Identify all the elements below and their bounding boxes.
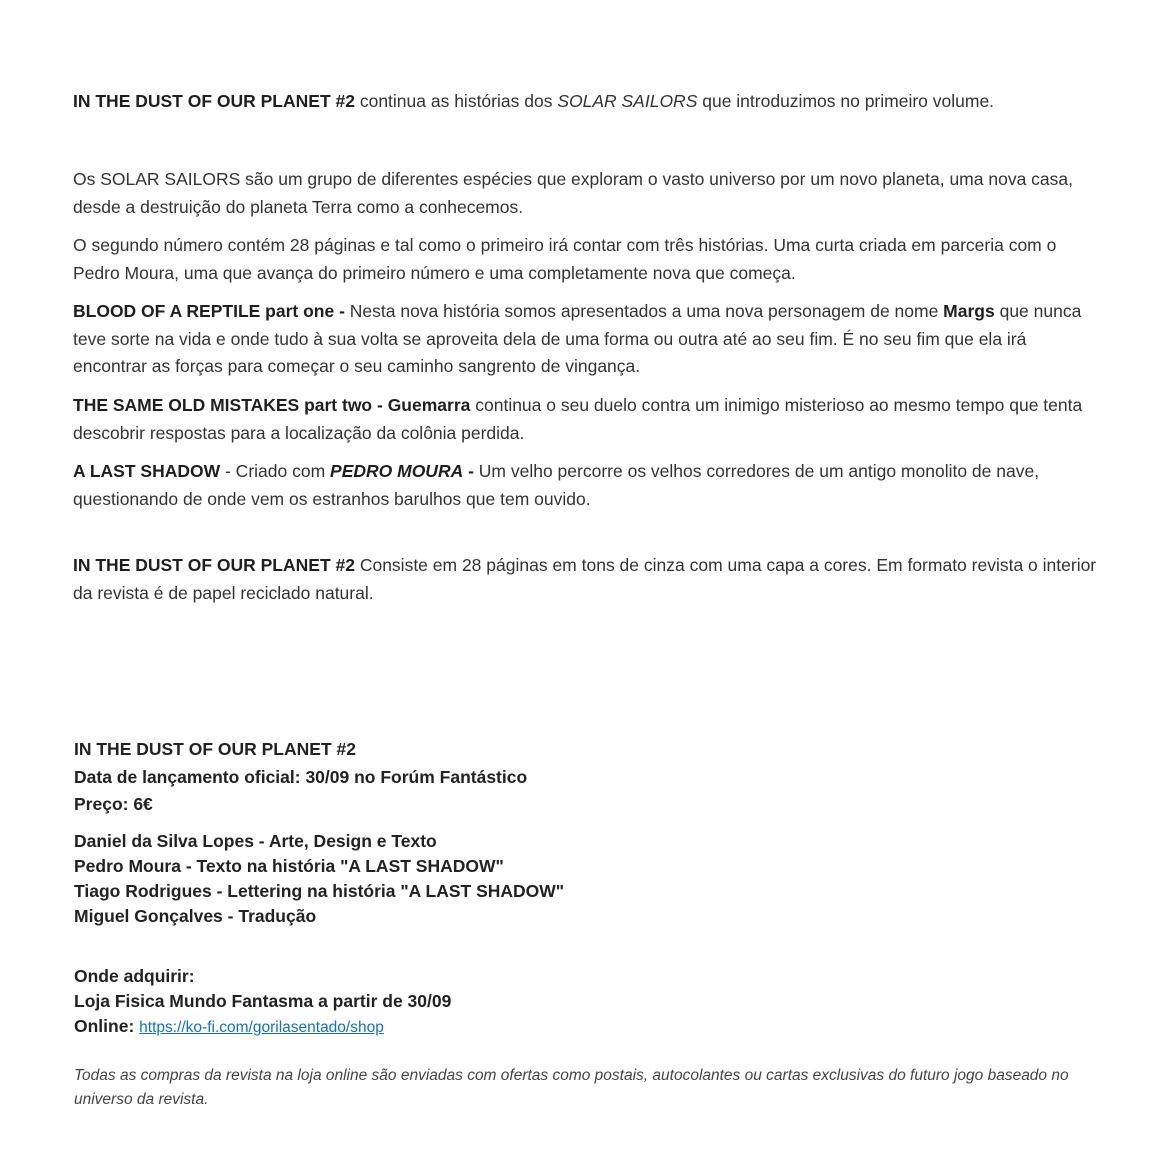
intro-text: continua as histórias dos	[354, 91, 558, 111]
shop-link[interactable]: https://ko-fi.com/gorilasentado/shop	[139, 1019, 384, 1036]
format-text: Consiste em 28 páginas em tons de cinza com uma capa a cores. Em formato revista o interior da revista é de papel reciclado natural.	[73, 555, 1097, 603]
story-shadow-text-end: Um velho percorre os velhos corredores de um antigo monolito de nave, questionando de onde vem os estranhos barulhos que tem ouvido.	[73, 461, 1040, 509]
purchase-heading: Onde adquirir:	[74, 966, 195, 986]
story-shadow-separator: -	[463, 461, 474, 481]
story-blood-text: Nesta nova história somos apresentados a uma nova personagem de nome	[344, 301, 944, 321]
footnote: Todas as compras da revista na loja online são enviadas com ofertas como postais, autocolantes ou cartas exclusivas do futuro jogo baseado no universo da revista.	[74, 1067, 1069, 1108]
story-shadow-title: A LAST SHADOW	[73, 461, 221, 481]
purchase-info	[74, 964, 1094, 1039]
crew-name: SOLAR SAILORS	[557, 91, 698, 111]
character-margs: Margs	[943, 301, 995, 321]
price: Preço: 6€	[74, 794, 153, 814]
credit-line: Tiago Rodrigues - Lettering na história "A LAST SHADOW"	[74, 881, 565, 901]
collaborator-name: PEDRO MOURA	[330, 461, 464, 481]
story-shadow-text: - Criado com	[220, 461, 331, 481]
credits-list	[74, 829, 1094, 929]
credit-line: Miguel Gonçalves - Tradução	[74, 906, 317, 926]
intro-text-end: que introduzimos no primeiro volume.	[697, 91, 995, 111]
online-label: Online:	[74, 1016, 135, 1036]
details-title: IN THE DUST OF OUR PLANET #2	[74, 739, 356, 759]
story-mistakes-text: continua o seu duelo contra um inimigo misterioso ao mesmo tempo que tenta descobrir respostas para a localização da colônia perdida.	[73, 395, 1083, 443]
story-blood-paragraph	[73, 298, 1103, 381]
story-blood-text-end: que nunca teve sorte na vida e onde tudo à sua volta se aproveita dela de uma forma ou outra até ao seu fim. É no seu fim que ela irá encontrar as forças para começar o seu caminho sangrento de vingança.	[73, 301, 1082, 376]
credit-line: Pedro Moura - Texto na história "A LAST SHADOW"	[74, 856, 504, 876]
credit-line: Daniel da Silva Lopes - Arte, Design e Texto	[74, 831, 437, 851]
character-guemarra: Guemarra	[387, 395, 471, 415]
store-info: Loja Fisica Mundo Fantasma a partir de 30/09	[74, 991, 452, 1011]
overview-paragraph: O segundo número contém 28 páginas e tal como o primeiro irá contar com três histórias. Uma curta criada em parceria com o Pedro Moura, uma que avança do primeiro número e uma completamente nova que começa.	[73, 235, 1057, 283]
release-date: Data de lançamento oficial: 30/09 no Forúm Fantástico	[74, 766, 528, 787]
story-shadow-paragraph	[73, 458, 1103, 513]
intro-title: IN THE DUST OF OUR PLANET #2	[73, 91, 355, 111]
story-blood-title: BLOOD OF A REPTILE part one -	[73, 301, 345, 321]
description-paragraph: Os SOLAR SAILORS são um grupo de diferentes espécies que exploram o vasto universo por um novo planeta, uma nova casa, desde a destruição do planeta Terra como a conhecemos.	[73, 169, 1073, 217]
online-row	[74, 1014, 1094, 1039]
story-mistakes-paragraph	[73, 392, 1103, 447]
format-title: IN THE DUST OF OUR PLANET #2	[73, 555, 355, 575]
release-details	[74, 736, 1094, 819]
intro-paragraph	[73, 88, 1103, 116]
format-paragraph	[73, 552, 1103, 607]
story-mistakes-title: THE SAME OLD MISTAKES part two -	[73, 395, 388, 415]
